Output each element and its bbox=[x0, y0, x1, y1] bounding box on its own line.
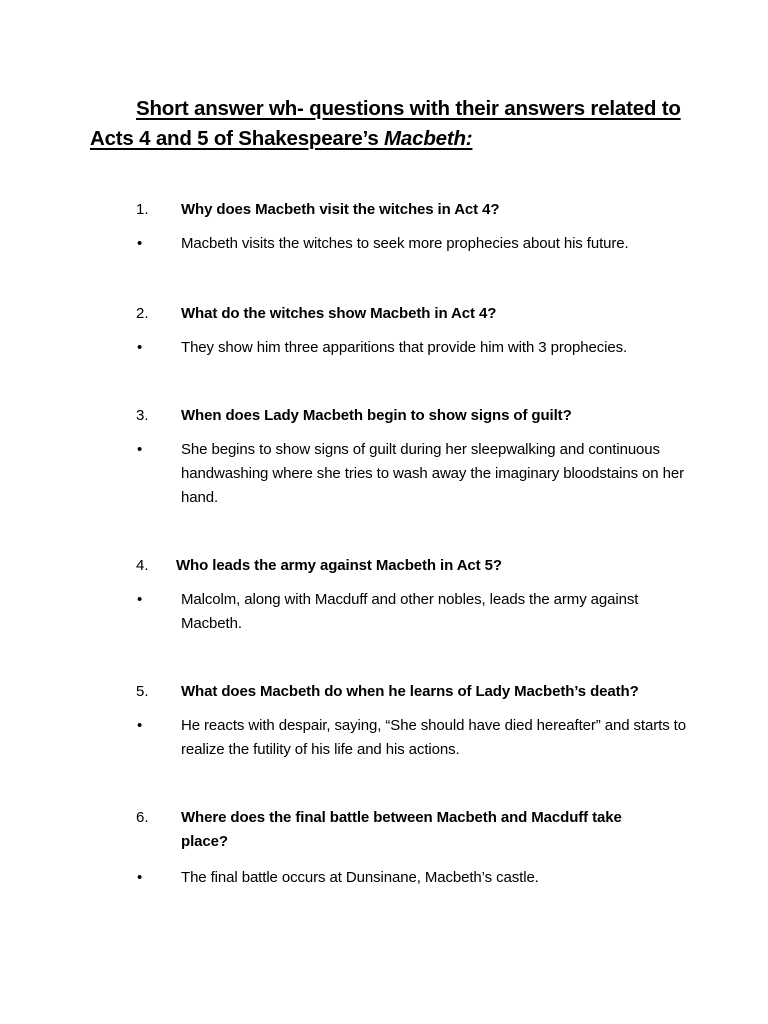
title-line-2 bbox=[90, 124, 690, 154]
question-text: What do the witches show Macbeth in Act 4? bbox=[181, 305, 497, 322]
bullet-icon: • bbox=[137, 591, 143, 608]
title-line-2-text: Acts 4 and 5 of Shakespeare’s bbox=[90, 127, 385, 150]
question-number: 1. bbox=[136, 201, 149, 218]
bullet-icon: • bbox=[137, 869, 143, 886]
bullet-icon: • bbox=[137, 717, 143, 734]
question-number: 3. bbox=[136, 407, 149, 424]
question-text: What does Macbeth do when he learns of Lady Macbeth’s death? bbox=[181, 683, 639, 700]
question-text: When does Lady Macbeth begin to show signs of guilt? bbox=[181, 407, 572, 424]
question-number: 5. bbox=[136, 683, 149, 700]
answer-text: She begins to show signs of guilt during her sleepwalking and continuous handwashing where she tries to wash away the imaginary bloodstains on her hand. bbox=[181, 441, 684, 506]
answer-text: Macbeth visits the witches to seek more prophecies about his future. bbox=[181, 235, 629, 252]
title-line-1: Short answer wh- questions with their answers related to bbox=[136, 97, 681, 120]
question-text: Why does Macbeth visit the witches in Act 4? bbox=[181, 201, 500, 218]
bullet-icon: • bbox=[137, 339, 143, 356]
document-title bbox=[90, 94, 690, 154]
question-number: 2. bbox=[136, 305, 149, 322]
answer-text: Malcolm, along with Macduff and other nobles, leads the army against Macbeth. bbox=[181, 591, 639, 632]
answer-text: They show him three apparitions that provide him with 3 prophecies. bbox=[181, 339, 628, 356]
question-text: Where does the final battle between Macbeth and Macduff take place? bbox=[181, 809, 622, 850]
title-play-name: Macbeth: bbox=[384, 127, 473, 150]
answer-text: He reacts with despair, saying, “She should have died hereafter” and starts to realize the futility of his life and his actions. bbox=[181, 717, 686, 758]
bullet-icon: • bbox=[137, 441, 143, 458]
question-text: Who leads the army against Macbeth in Act 5? bbox=[176, 557, 502, 574]
question-number: 4. bbox=[136, 557, 149, 574]
answer-text: The final battle occurs at Dunsinane, Macbeth’s castle. bbox=[181, 869, 539, 886]
bullet-icon: • bbox=[137, 235, 143, 252]
question-number: 6. bbox=[136, 809, 149, 826]
